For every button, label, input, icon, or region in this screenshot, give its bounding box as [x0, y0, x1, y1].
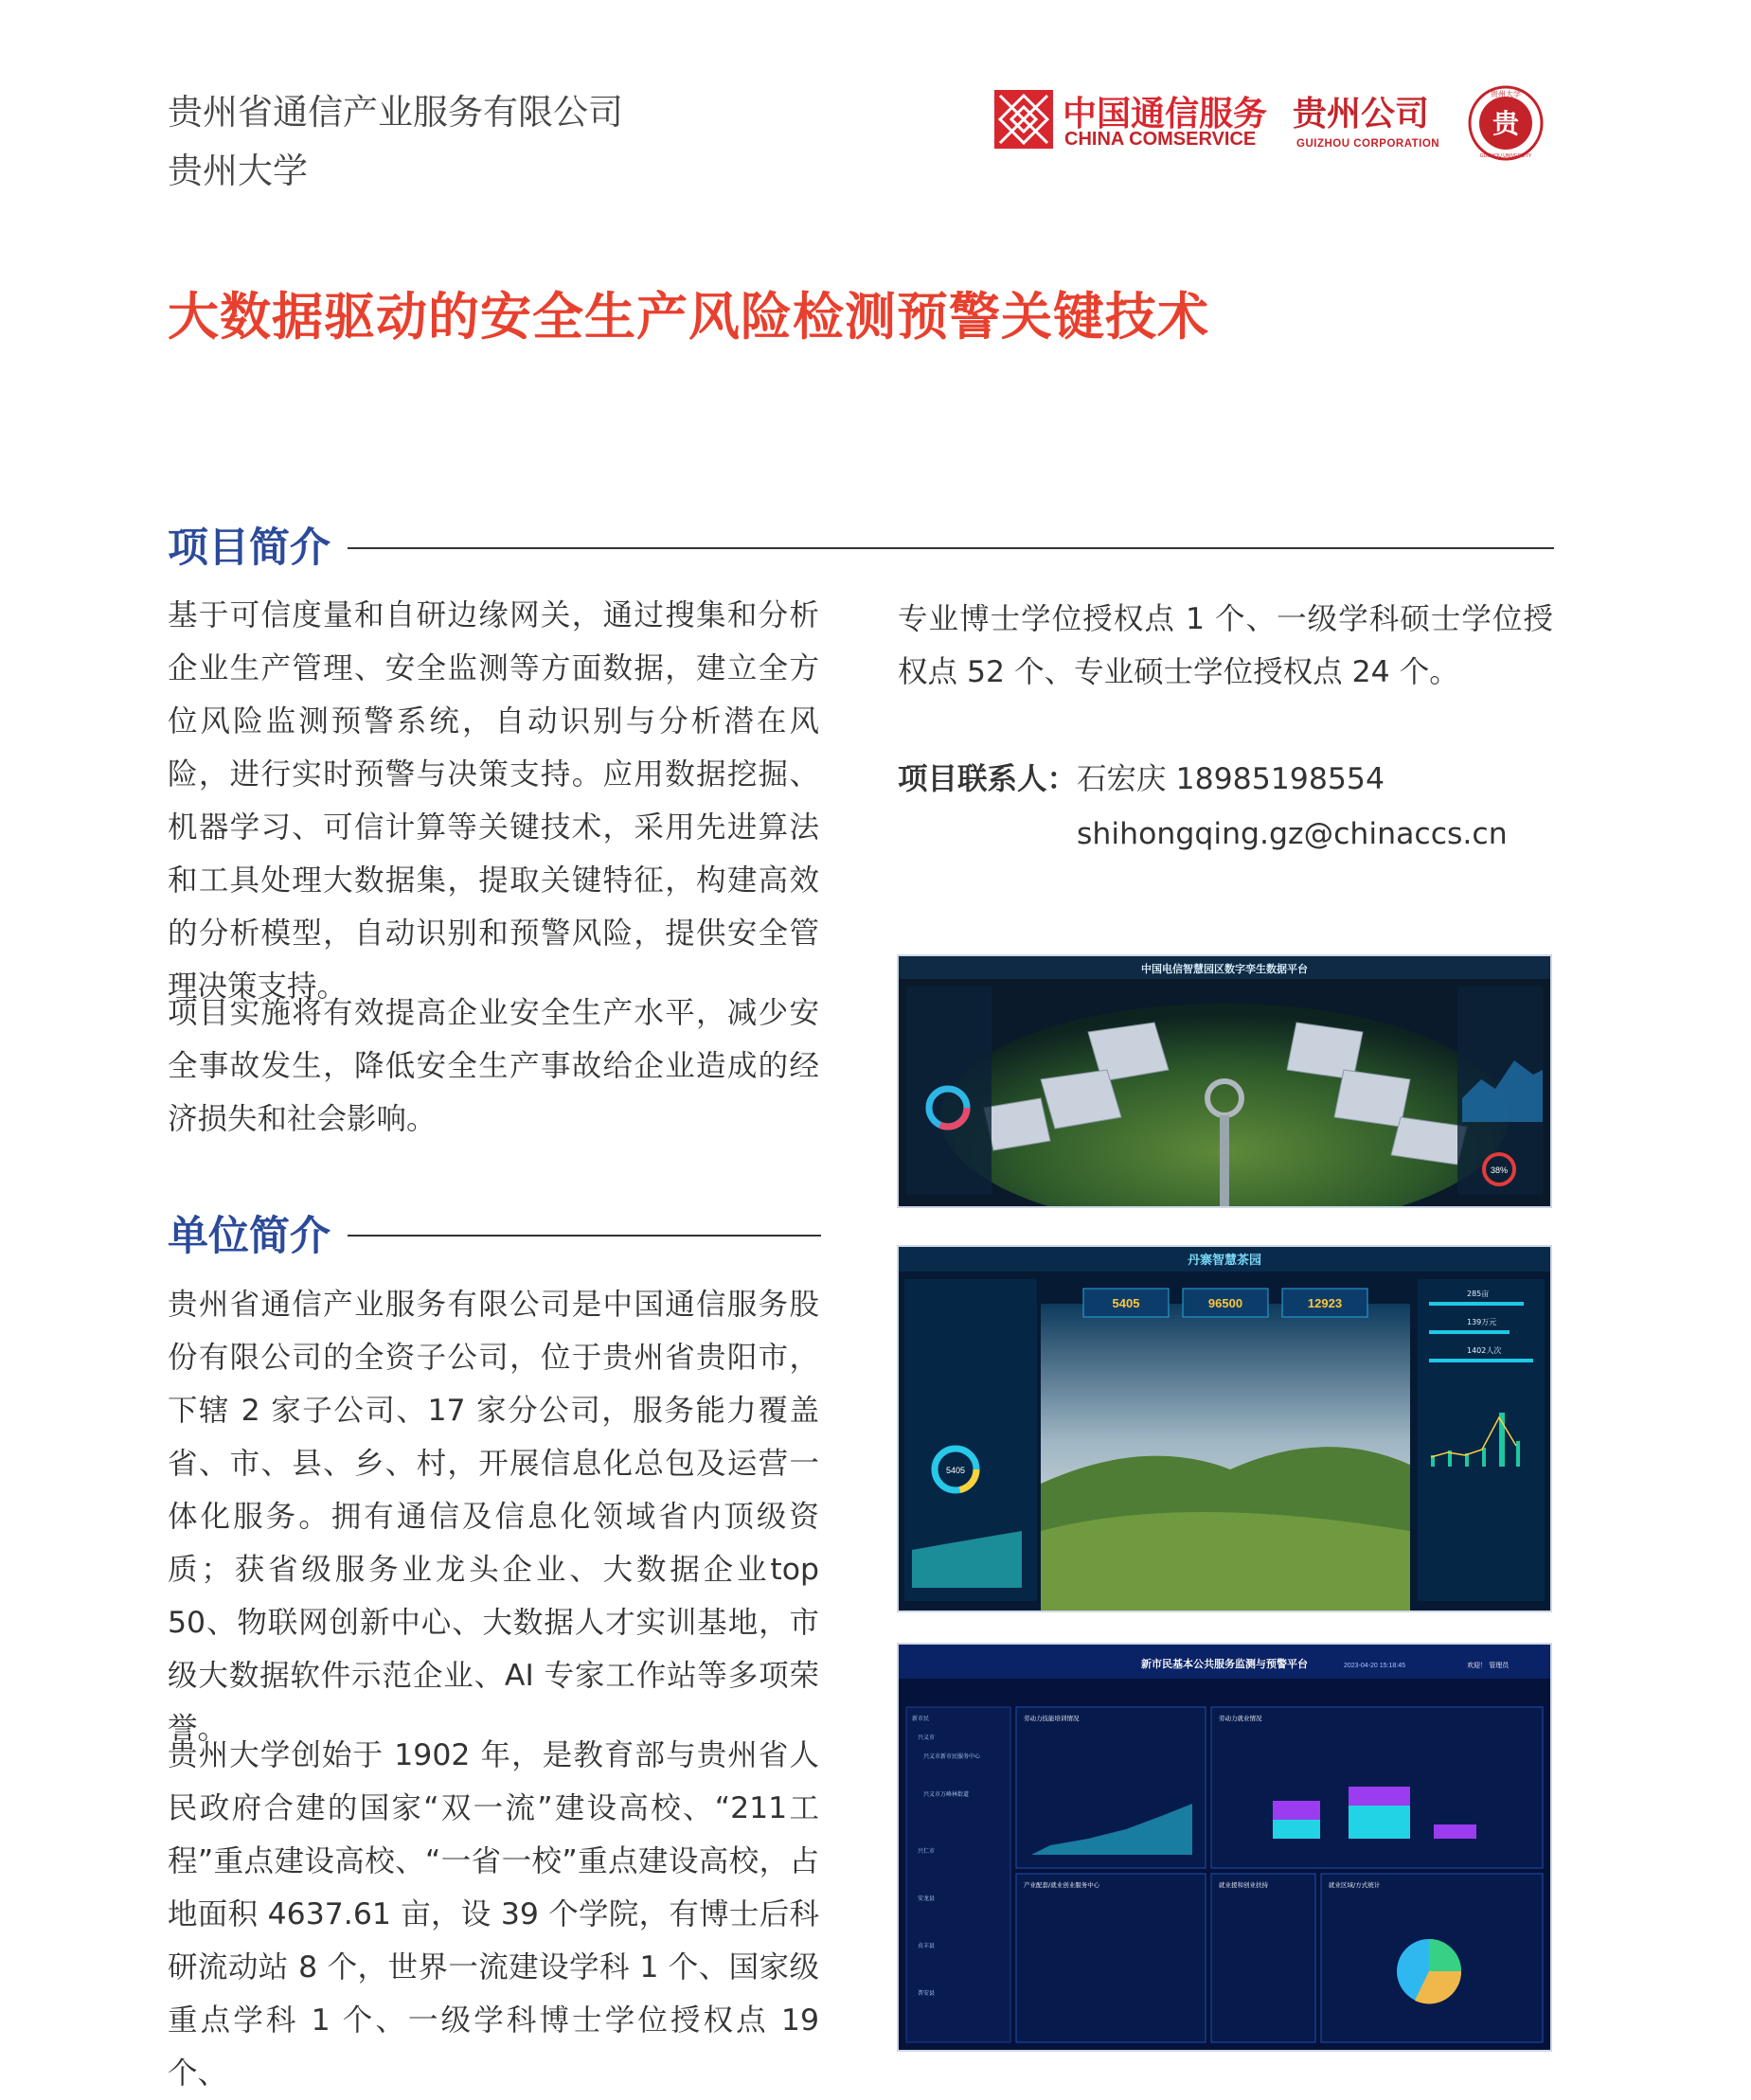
- china-comservice-logo-icon: [994, 90, 1053, 149]
- tea-stat-1: 5405: [1112, 1296, 1140, 1310]
- ps-side-6: 安龙县: [918, 1895, 936, 1902]
- seal-text: 贵州大学: [1491, 90, 1521, 98]
- guizhou-university-seal-icon: [1468, 85, 1544, 161]
- project-paragraph-2: 项目实施将有效提高企业安全生产水平，减少安全事故发生，降低安全生产事故给企业造成的经济损失和社会影响。: [168, 996, 819, 1136]
- tea-stat-3: 12923: [1307, 1296, 1343, 1310]
- tea-side-3: 1402人次: [1467, 1346, 1502, 1355]
- ps-side-8: 普安县: [918, 1990, 936, 1997]
- screenshot-smart-park: [897, 954, 1552, 1208]
- contact-label: 项目联系人：: [898, 762, 1078, 796]
- unit-paragraph-2: 贵州大学创始于 1902 年，是教育部与贵州省人民政府合建的国家“双一流”建设高校、“211工程”重点建设高校、“一省一校”重点建设高校，占地面积 4637.61 亩，设 39 个学院，有博士后科研流动站 8 个，世界一流建设学科 1 个、国家级重点学科 1 个、一级学科博士学位授权点 19 个、: [168, 1738, 819, 2091]
- seal-char: 贵: [1492, 108, 1520, 139]
- ps-side-7: 贞丰县: [918, 1943, 936, 1949]
- ps-panel-1: 劳动力技能培训情况: [1024, 1715, 1080, 1722]
- logo-text-gz: 贵州公司: [1293, 95, 1430, 133]
- smart-park-badge: 38%: [1490, 1166, 1509, 1175]
- page-title: 大数据驱动的安全生产风险检测预警关键技术: [168, 287, 1209, 347]
- logo-text-cn: 中国通信服务: [1063, 95, 1268, 133]
- tea-side-2: 139万元: [1467, 1318, 1497, 1326]
- seal-en: GUIZHOU UNIVERSITY: [1479, 153, 1532, 159]
- section-heading-project: 项目简介: [168, 525, 331, 572]
- unit-paragraph-1: 贵州省通信产业服务有限公司是中国通信服务股份有限公司的全资子公司，位于贵州省贵阳市，下辖 2 家子公司、17 家分公司，服务能力覆盖省、市、县、乡、村，开展信息化总包及运营一体化服务。拥有通信及信息化领域省内顶级资质；获省级服务业龙头企业、大数据企业top 50、物联网创新中心、大数据人才实训基地，市级大数据软件示范企业、AI 专家工作站等多项荣誉。: [168, 1288, 819, 1746]
- section-rule-unit: [348, 1235, 821, 1237]
- ps-side-4: 兴义市万峰林街道: [923, 1791, 970, 1798]
- contact-email: shihongqing.gz@chinaccs.cn: [1077, 817, 1508, 851]
- ps-panel-5: 就业区域/方式统计: [1329, 1881, 1381, 1889]
- contact-name-phone: 石宏庆 18985198554: [1077, 762, 1385, 796]
- project-paragraph-1: 基于可信度量和自研边缘网关，通过搜集和分析企业生产管理、安全监测等方面数据，建立全方位风险监测预警系统，自动识别与分析潜在风险，进行实时预警与决策支持。应用数据挖掘、机器学习、可信计算等关键技术，采用先进算法和工具处理大数据集，提取关键特征，构建高效的分析模型，自动识别和预警风险，提供安全管理决策支持。: [168, 598, 819, 1004]
- contact-block: [898, 752, 1561, 807]
- ps-side-3: 兴义市新市民服务中心: [923, 1753, 981, 1760]
- org-name-2: 贵州大学: [168, 151, 308, 191]
- ps-user: 欢迎！ 管理员: [1467, 1662, 1510, 1669]
- screenshot-public-service: [897, 1643, 1552, 2052]
- logo-text-en: CHINA COMSERVICE: [1064, 129, 1257, 150]
- ps-side-2: 兴义市: [918, 1735, 936, 1741]
- ps-panel-3: 产业配套/就业创业服务中心: [1024, 1881, 1100, 1889]
- tea-garden-title: 丹寨智慧茶园: [1187, 1254, 1262, 1268]
- screenshot-tea-garden: [897, 1245, 1552, 1612]
- ps-side-1: 新市民: [912, 1716, 930, 1722]
- ps-side-5: 兴仁市: [918, 1848, 936, 1855]
- ps-title: 新市民基本公共服务监测与预警平台: [1141, 1658, 1308, 1670]
- logo-text-gz-en: GUIZHOU CORPORATION: [1296, 138, 1440, 150]
- section-rule-project: [348, 547, 1554, 549]
- org-name-1: 贵州省通信产业服务有限公司: [168, 92, 623, 133]
- ps-panel-2: 劳动力就业情况: [1219, 1715, 1262, 1722]
- section-heading-unit: 单位简介: [168, 1213, 331, 1260]
- smart-park-title: 中国电信智慧园区数字孪生数据平台: [1141, 963, 1308, 975]
- unit-paragraph-2-continued: 专业博士学位授权点 1 个、一级学科硕士学位授权点 52 个、专业硕士学位授权点 24 个。: [898, 602, 1553, 689]
- tea-stat-2: 96500: [1207, 1296, 1243, 1310]
- tea-side-1: 285亩: [1467, 1290, 1490, 1298]
- ps-panel-4: 就业援和创业扶持: [1219, 1881, 1268, 1889]
- ps-date: 2023-04-20 15:18:45: [1344, 1663, 1405, 1669]
- tea-donut-value: 5405: [945, 1466, 966, 1475]
